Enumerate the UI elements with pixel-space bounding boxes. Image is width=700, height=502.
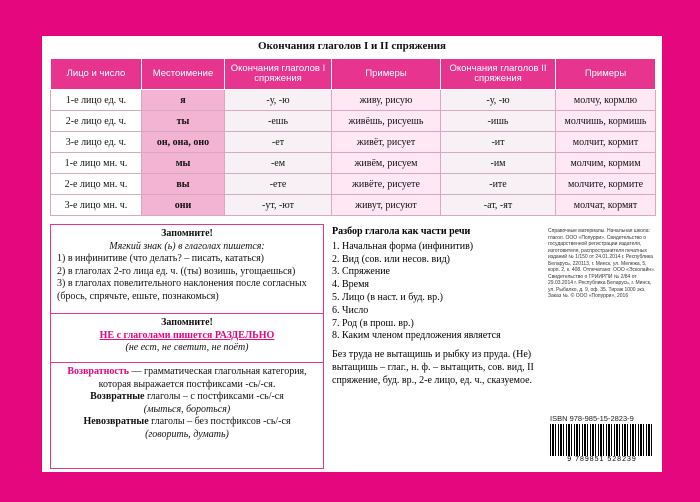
col-header-person: Лицо и число: [51, 59, 142, 90]
ending-1-cell: -ете: [225, 174, 332, 195]
example-1-cell: живу, рисую: [332, 90, 441, 111]
reflexive-verbs-term: Возвратные: [90, 391, 145, 402]
list-item: 4. Время: [332, 279, 370, 291]
ending-1-cell: -ем: [225, 153, 332, 174]
person-cell: 2-е лицо мн. ч.: [51, 174, 142, 195]
list-item: 6. Число: [332, 304, 369, 316]
example-1-cell: живёшь, рисуешь: [332, 111, 441, 132]
ne-rule-note: [51, 314, 323, 363]
col-header-pronoun: Местоимение: [142, 59, 225, 90]
ending-2-cell: -им: [441, 153, 556, 174]
pronoun-cell: он, она, оно: [142, 132, 225, 153]
soft-sign-note: [51, 225, 323, 314]
example-1-cell: живёте, рисуете: [332, 174, 441, 195]
person-cell: 3-е лицо ед. ч.: [51, 132, 142, 153]
table-row: [51, 195, 656, 216]
ending-1-cell: -ет: [225, 132, 332, 153]
list-item: 3. Спряжение: [332, 266, 390, 278]
example-2-cell: молчу, кормлю: [556, 90, 656, 111]
table-header-row: [51, 59, 656, 90]
note-heading: Запомните!: [161, 228, 213, 239]
reflexive-term: Возвратность: [67, 366, 130, 377]
example-2-cell: молчит, кормит: [556, 132, 656, 153]
list-item: 2. Вид (сов. или несов. вид): [332, 253, 450, 265]
col-header-endings-2: Окончания глаголов II спряжения: [441, 59, 556, 90]
example-1-cell: живёт, рисует: [332, 132, 441, 153]
col-header-endings-1: Окончания глаголов I спряжения: [225, 59, 332, 90]
publisher-info: Справочные материалы. Начальная школа: глагол. ООО «Попурри». Свидетельство о государственной регистрации издателя, изготовителя, распространителя печатных изданий № 1/150 от 24.01.2014 г. Республика Беларусь, 220113, г. Минск, ул. Мележа, 5, корп. 2, к. 408. Отпечатано: ООО «Эсколайн». Свидетельство о ГРИИРПИ № 2/84 от 29.03.2014 г. Республика Беларусь, г. Минск, ул. Рыбалко, д. 9, оф. 35. Тираж 1000 экз. Заказ №. © ООО «Попурри», 2016: [548, 228, 656, 299]
reflexive-note: [51, 363, 323, 465]
table-row: [51, 90, 656, 111]
parsing-example: Без труда не вытащишь и рыбку из пруда. (Не) вытащишь – глаг., н. ф. – вытащить, сов. вид, II спряжение, буд. вр., 2-е лицо, ед. ч., сказуемое.: [332, 349, 534, 386]
pronoun-cell: мы: [142, 153, 225, 174]
list-item: 1. Начальная форма (инфинитив): [332, 240, 474, 252]
verb-parsing-panel: [328, 224, 540, 467]
list-item: 3) в глаголах повелительного наклонения после согласных (брось, спрячьте, ешьте, познакомься): [57, 278, 307, 302]
person-cell: 1-е лицо ед. ч.: [51, 90, 142, 111]
pronoun-cell: я: [142, 90, 225, 111]
ending-2-cell: -ите: [441, 174, 556, 195]
nonreflexive-verbs-text: глаголы – без постфиксов -сь/-ся: [148, 416, 291, 427]
list-item: 7. Род (в прош. вр.): [332, 317, 414, 329]
example-1-cell: живём, рисуем: [332, 153, 441, 174]
example-1-cell: живут, рисуют: [332, 195, 441, 216]
isbn-label: ISBN 978-985-15-2823-9: [550, 414, 634, 423]
ending-1-cell: -ут, -ют: [225, 195, 332, 216]
ending-1-cell: -у, -ю: [225, 90, 332, 111]
parsing-list: [328, 241, 540, 343]
table-row: [51, 132, 656, 153]
ne-rule-examples: (не ест, не светит, не поёт): [125, 342, 249, 353]
imprint-panel: [546, 224, 658, 467]
example-2-cell: молчим, кормим: [556, 153, 656, 174]
person-cell: 3-е лицо мн. ч.: [51, 195, 142, 216]
page-title: Окончания глаголов I и II спряжения: [258, 40, 446, 52]
ne-rule-text: НЕ с глаголами пишется РАЗДЕЛЬНО: [99, 329, 275, 341]
nonreflexive-verbs-examples: (говорить, думать): [145, 428, 229, 440]
barcode-number: 9 789851 528239: [550, 456, 654, 463]
example-2-cell: молчите, кормите: [556, 174, 656, 195]
list-item: 1) в инфинитиве (что делать? – писать, кататься): [57, 253, 265, 264]
barcode-icon: [550, 424, 654, 456]
table-row: [51, 111, 656, 132]
note-subheading: Мягкий знак (ь) в глаголах пишется:: [109, 240, 265, 252]
table-row: [51, 153, 656, 174]
ending-2-cell: -у, -ю: [441, 90, 556, 111]
list-item: 5. Лицо (в наст. и буд. вр.): [332, 291, 443, 303]
ending-2-cell: -ишь: [441, 111, 556, 132]
reflexive-verbs-examples: (мыться, бороться): [143, 403, 231, 415]
person-cell: 2-е лицо ед. ч.: [51, 111, 142, 132]
pronoun-cell: вы: [142, 174, 225, 195]
example-2-cell: молчишь, кормишь: [556, 111, 656, 132]
note-list: [57, 253, 317, 303]
example-2-cell: молчат, кормят: [556, 195, 656, 216]
notes-panel: [50, 224, 324, 469]
table-row: [51, 174, 656, 195]
list-item: 2) в глаголах 2-го лица ед. ч. ((ты) возишь, угощаешься): [57, 265, 296, 277]
note-heading: Запомните!: [161, 317, 213, 328]
person-cell: 1-е лицо мн. ч.: [51, 153, 142, 174]
conjugation-table: [50, 58, 656, 216]
ending-2-cell: -ит: [441, 132, 556, 153]
parsing-heading: Разбор глагола как части речи: [332, 226, 471, 237]
col-header-examples-1: Примеры: [332, 59, 441, 90]
list-item: 8. Каким членом предложения является: [332, 330, 501, 342]
ending-1-cell: -ешь: [225, 111, 332, 132]
reflexive-verbs-text: глаголы – с постфиксами -сь/-ся: [144, 391, 284, 402]
nonreflexive-verbs-term: Невозвратные: [83, 416, 149, 427]
pronoun-cell: ты: [142, 111, 225, 132]
reference-card: [42, 36, 662, 472]
ending-2-cell: -ат, -ят: [441, 195, 556, 216]
reflexive-definition: — грамматическая глагольная категория, которая выражается постфиксами -сь/-ся.: [98, 366, 307, 390]
pronoun-cell: они: [142, 195, 225, 216]
col-header-examples-2: Примеры: [556, 59, 656, 90]
